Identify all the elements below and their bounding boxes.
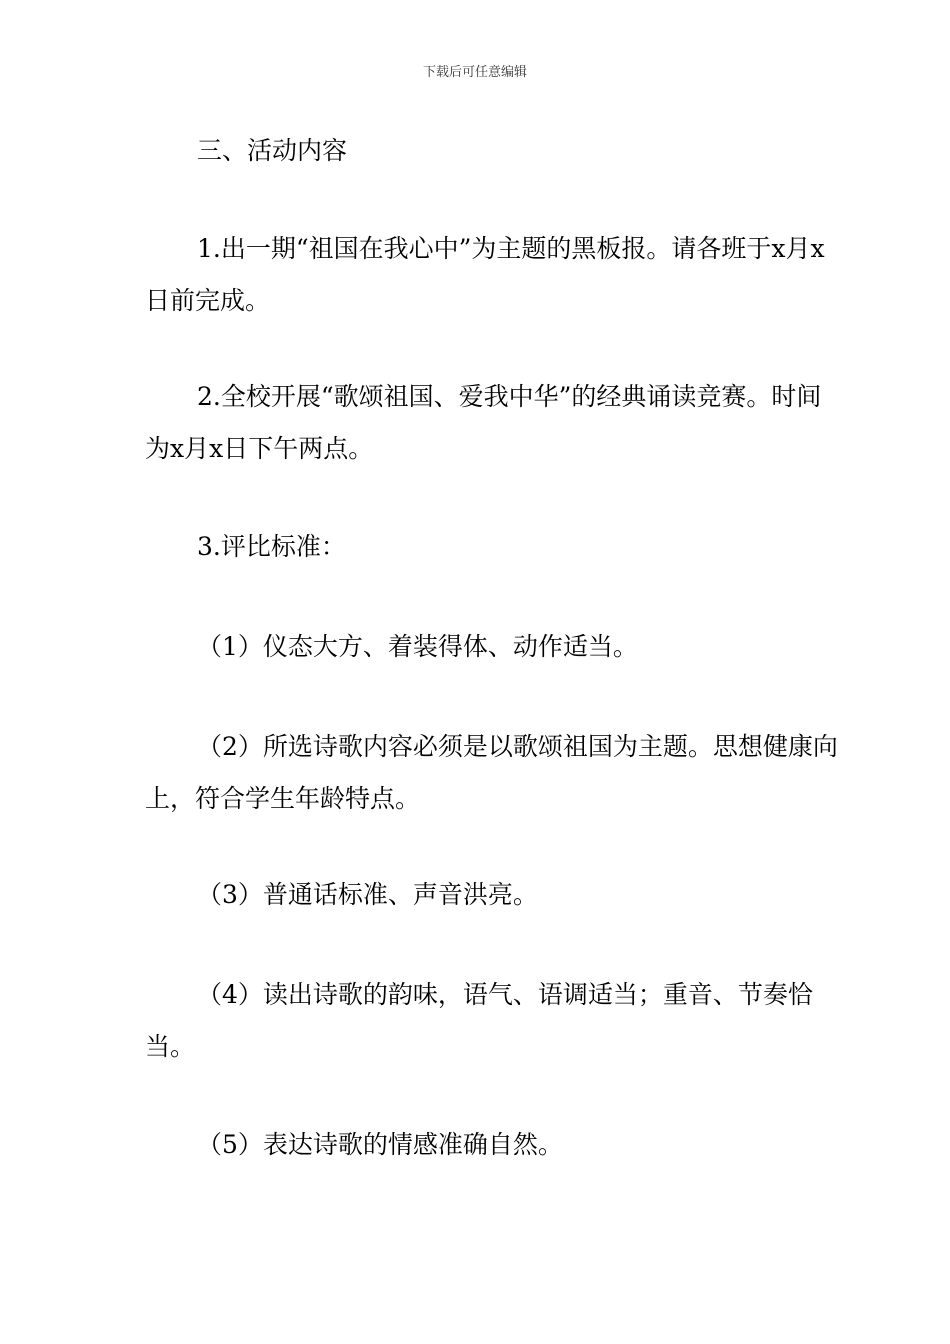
page-header-note: 下载后可任意编辑: [422, 65, 527, 80]
criteria-item-3: （3）普通话标准、声音洪亮。: [197, 880, 538, 909]
paragraph-criteria-title: 3.评比标准：: [197, 532, 346, 561]
section-heading: 三、活动内容: [197, 136, 348, 165]
paragraph-recitation-contest: 2.全校开展“歌颂祖国、爱我中华”的经典诵读竞赛。时间为x月x日下午两点。: [145, 382, 822, 463]
paragraph-blackboard: 1.出一期“祖国在我心中”为主题的黑板报。请各班于x月x日前完成。: [145, 234, 825, 315]
criteria-item-1: （1）仪态大方、着装得体、动作适当。: [197, 632, 638, 661]
criteria-item-2: （2）所选诗歌内容必须是以歌颂祖国为主题。思想健康向上，符合学生年龄特点。: [145, 732, 838, 813]
criteria-item-4: （4）读出诗歌的韵味，语气、语调适当；重音、节奏恰当。: [145, 980, 813, 1061]
criteria-item-5: （5）表达诗歌的情感准确自然。: [197, 1130, 563, 1159]
